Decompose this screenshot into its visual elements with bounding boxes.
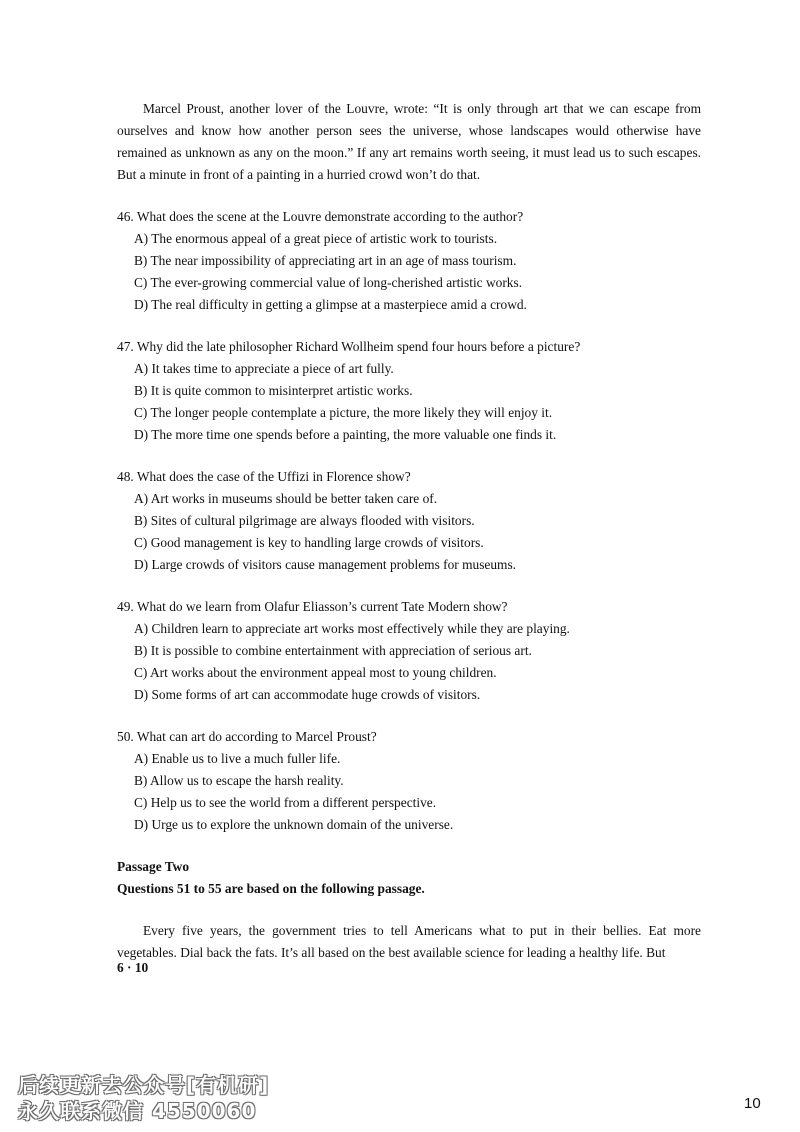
watermark-line-2: 永久联系微信 4550060 xyxy=(18,1099,257,1123)
answer-option-d: D) Large crowds of visitors cause management problems for museums. xyxy=(134,557,517,572)
answer-option-a: A) The enormous appeal of a great piece of artistic work to tourists. xyxy=(134,231,498,246)
question-50 xyxy=(117,726,701,836)
answer-option-c: C) The longer people contemplate a picture, the more likely they will enjoy it. xyxy=(134,405,553,420)
question-stem: 49. What do we learn from Olafur Eliasson’s current Tate Modern show? xyxy=(117,599,508,614)
passage-two-heading: Passage Two xyxy=(117,859,190,874)
answer-option-a: A) Art works in museums should be better taken care of. xyxy=(134,491,438,506)
answer-option-b: B) Sites of cultural pilgrimage are always flooded with visitors. xyxy=(134,513,475,528)
answer-option-c: C) Help us to see the world from a different perspective. xyxy=(134,795,437,810)
question-47 xyxy=(117,336,701,446)
answer-option-c: C) The ever-growing commercial value of long-cherished artistic works. xyxy=(134,275,523,290)
answer-option-a: A) It takes time to appreciate a piece of art fully. xyxy=(134,361,394,376)
answer-option-d: D) Some forms of art can accommodate huge crowds of visitors. xyxy=(134,687,481,702)
question-46 xyxy=(117,206,701,316)
question-49 xyxy=(117,596,701,706)
question-stem: 47. Why did the late philosopher Richard Wollheim spend four hours before a picture? xyxy=(117,339,581,354)
question-stem: 50. What can art do according to Marcel Proust? xyxy=(117,729,377,744)
document-page xyxy=(117,98,701,964)
answer-option-c: C) Good management is key to handling large crowds of visitors. xyxy=(134,535,484,550)
answer-option-c: C) Art works about the environment appeal most to young children. xyxy=(134,665,497,680)
answer-option-a: A) Children learn to appreciate art works most effectively while they are playing. xyxy=(134,621,570,636)
answer-option-b: B) The near impossibility of appreciating art in an age of mass tourism. xyxy=(134,253,517,268)
answer-option-d: D) Urge us to explore the unknown domain of the universe. xyxy=(134,817,454,832)
answer-option-b: B) Allow us to escape the harsh reality. xyxy=(134,773,344,788)
question-stem: 46. What does the scene at the Louvre demonstrate according to the author? xyxy=(117,209,524,224)
watermark-line-1: 后续更新去公众号[有机研] xyxy=(18,1073,270,1097)
question-48 xyxy=(117,466,701,576)
answer-option-b: B) It is quite common to misinterpret artistic works. xyxy=(134,383,413,398)
answer-option-a: A) Enable us to live a much fuller life. xyxy=(134,751,341,766)
page-code: 6 · 10 xyxy=(117,960,149,975)
intro-paragraph: Marcel Proust, another lover of the Louvre, wrote: “It is only through art that we can escape from ourselves and know how another person sees the universe, whose landscapes would otherwise have remained as unknown as any on the moon.” If any art remains worth seeing, it must lead us to such escapes. But a minute in front of a painting in a hurried crowd won’t do that. xyxy=(117,101,701,182)
watermark xyxy=(18,1072,269,1124)
passage-two-subheading: Questions 51 to 55 are based on the following passage. xyxy=(117,881,425,896)
page-number: 10 xyxy=(744,1095,761,1112)
answer-option-d: D) The real difficulty in getting a glimpse at a masterpiece amid a crowd. xyxy=(134,297,527,312)
question-stem: 48. What does the case of the Uffizi in Florence show? xyxy=(117,469,411,484)
passage-two-paragraph: Every five years, the government tries to tell Americans what to put in their bellies. Eat more vegetables. Dial back the fats. It’s all based on the best available science for leading a healthy life. But xyxy=(117,923,701,960)
answer-option-d: D) The more time one spends before a painting, the more valuable one finds it. xyxy=(134,427,557,442)
answer-option-b: B) It is possible to combine entertainment with appreciation of serious art. xyxy=(134,643,532,658)
